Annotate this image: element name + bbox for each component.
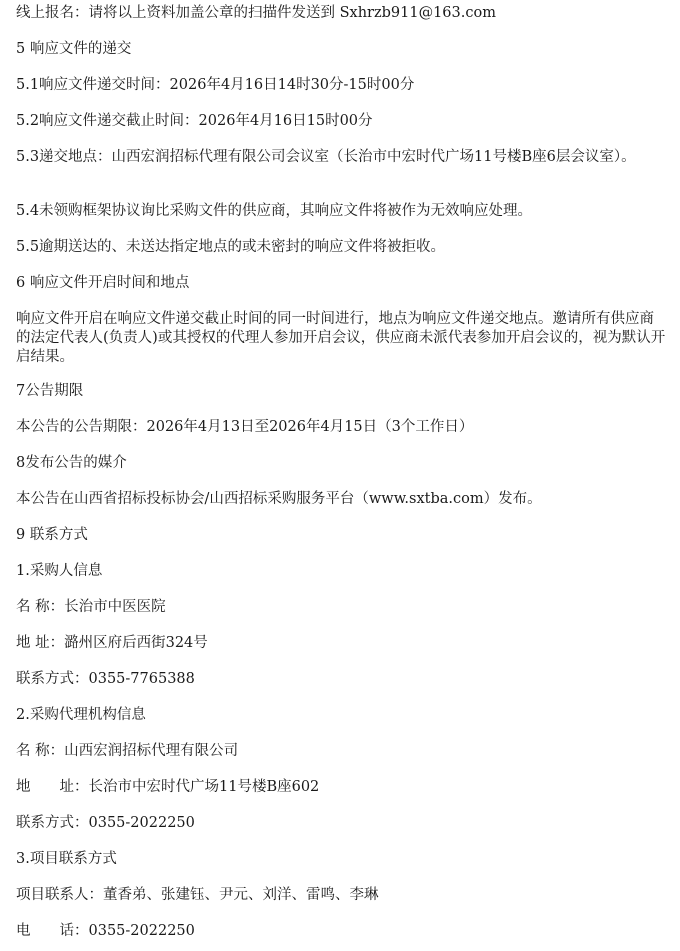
purchaser-name: 名 称：长治市中医医院	[16, 599, 166, 615]
purchaser-address: 地 址：潞州区府后西街324号	[16, 635, 208, 651]
online-registration-line: 线上报名：请将以上资料加盖公章的扫描件发送到 Sxhrzb911@163.com	[16, 5, 496, 21]
project-phone: 电 话：0355-2022250	[16, 923, 195, 939]
project-contact-heading: 3.项目联系方式	[16, 851, 117, 867]
item-5-1: 5.1响应文件递交时间：2026年4月16日14时30分-15时00分	[16, 77, 415, 93]
section-5-heading: 5 响应文件的递交	[16, 41, 132, 57]
item-5-2: 5.2响应文件递交截止时间：2026年4月16日15时00分	[16, 113, 373, 129]
announcement-period: 本公告的公告期限：2026年4月13日至2026年4月15日（3个工作日）	[16, 419, 474, 435]
section-6-paragraph: 响应文件开启在响应文件递交截止时间的同一时间进行，地点为响应文件递交地点。邀请所有供应商的法定代表人(负责人)或其授权的代理人参加开启会议，供应商未派代表参加开启会议的，视为默认开启结果。	[16, 311, 666, 365]
section-7-heading: 7公告期限	[16, 383, 84, 399]
publication-media: 本公告在山西省招标投标协会/山西招标采购服务平台（www.sxtba.com）发布。	[16, 491, 542, 507]
item-5-3: 5.3递交地点：山西宏润招标代理有限公司会议室（长治市中宏时代广场11号楼B座6层会议室）。	[16, 149, 636, 165]
agency-name: 名 称：山西宏润招标代理有限公司	[16, 743, 239, 759]
section-9-heading: 9 联系方式	[16, 527, 88, 543]
section-8-heading: 8发布公告的媒介	[16, 455, 127, 471]
section-6-heading: 6 响应文件开启时间和地点	[16, 275, 190, 291]
agency-contact: 联系方式：0355-2022250	[16, 815, 195, 831]
purchaser-contact: 联系方式：0355-7765388	[16, 671, 195, 687]
purchaser-info-heading: 1.采购人信息	[16, 563, 103, 579]
agency-address: 地 址：长治市中宏时代广场11号楼B座602	[16, 779, 320, 795]
agency-info-heading: 2.采购代理机构信息	[16, 707, 146, 723]
item-5-4: 5.4未领购框架协议询比采购文件的供应商，其响应文件将被作为无效响应处理。	[16, 203, 533, 219]
project-contacts: 项目联系人：董香弟、张建钰、尹元、刘洋、雷鸣、李琳	[16, 887, 379, 903]
item-5-5: 5.5逾期送达的、未送达指定地点的或未密封的响应文件将被拒收。	[16, 239, 446, 255]
